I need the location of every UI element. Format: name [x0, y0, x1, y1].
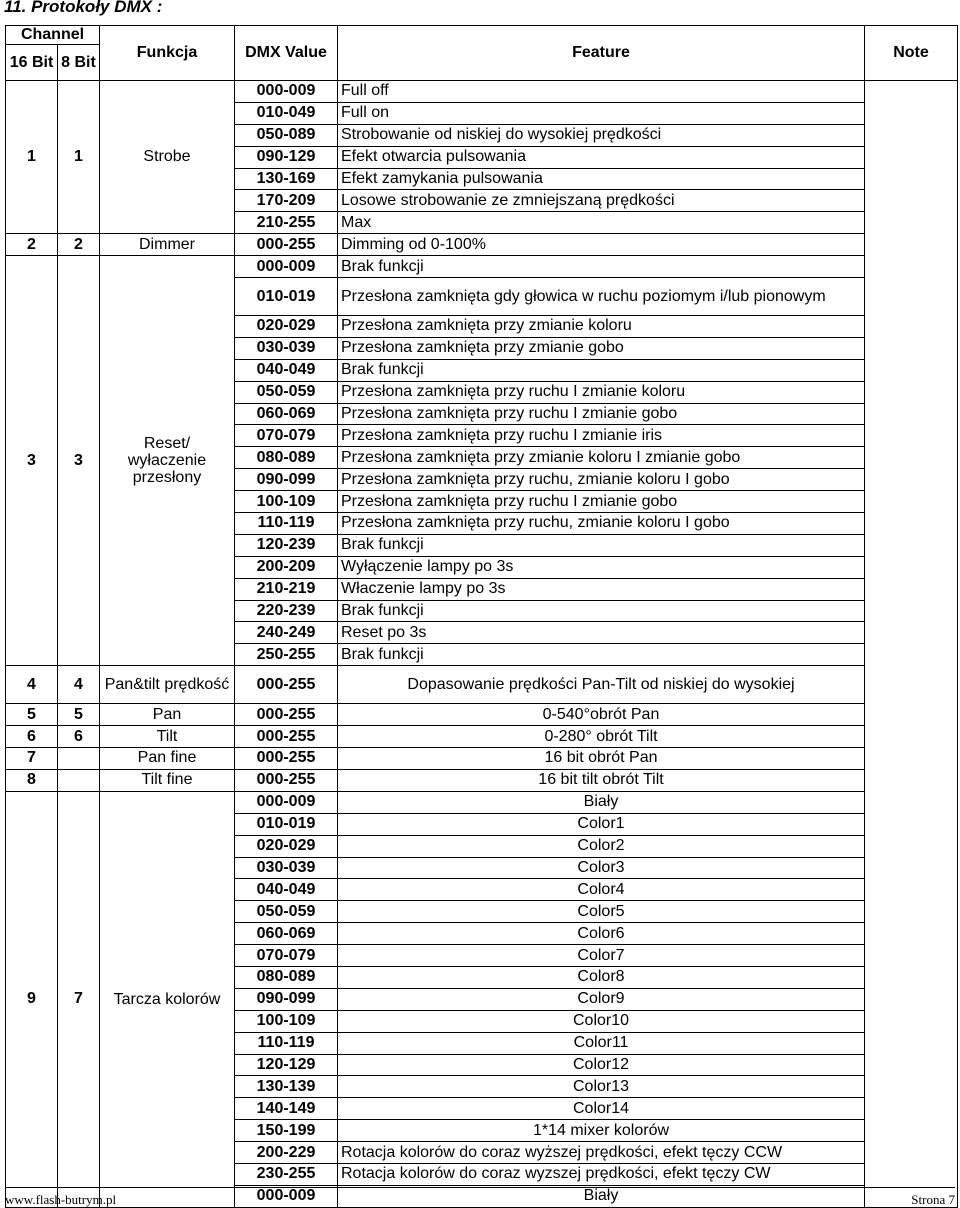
feature-cell: Color3: [338, 857, 865, 879]
feature-cell: Color6: [338, 923, 865, 945]
feature-cell: Color12: [338, 1054, 865, 1076]
channel-16bit-cell: 5: [6, 704, 58, 726]
dmx-value-cell: 000-255: [235, 769, 338, 791]
dmx-value-cell: 060-069: [235, 403, 338, 425]
channel-8bit-cell: [58, 748, 100, 770]
dmx-value-cell: 170-209: [235, 190, 338, 212]
dmx-value-cell: 100-109: [235, 491, 338, 513]
feature-cell: Color8: [338, 966, 865, 988]
dmx-value-cell: 210-255: [235, 212, 338, 234]
function-cell: Pan fine: [100, 748, 235, 770]
dmx-value-cell: 000-009: [235, 791, 338, 813]
channel-16bit-cell: 2: [6, 234, 58, 256]
dmx-value-cell: 090-099: [235, 469, 338, 491]
channel-16bit-cell: 7: [6, 748, 58, 770]
feature-cell: Brak funkcji: [338, 256, 865, 278]
dmx-value-cell: 130-169: [235, 168, 338, 190]
table-row: [6, 726, 958, 748]
feature-cell: Brak funkcji: [338, 600, 865, 622]
dmx-value-cell: 020-029: [235, 835, 338, 857]
dmx-value-cell: 100-109: [235, 1010, 338, 1032]
header-channel: Channel: [6, 26, 100, 45]
dmx-value-cell: 230-255: [235, 1163, 338, 1185]
feature-cell: 0-540°obrót Pan: [338, 704, 865, 726]
channel-8bit-cell: 4: [58, 666, 100, 704]
dmx-value-cell: 070-079: [235, 425, 338, 447]
dmx-value-cell: 050-089: [235, 124, 338, 146]
table-header-row: [6, 26, 958, 45]
dmx-value-cell: 020-029: [235, 316, 338, 338]
feature-cell: Przesłona zamknięta przy ruchu I zmianie gobo: [338, 491, 865, 513]
feature-cell: Brak funkcji: [338, 534, 865, 556]
dmx-value-cell: 010-019: [235, 813, 338, 835]
feature-cell: Brak funkcji: [338, 359, 865, 381]
dmx-value-cell: 030-039: [235, 337, 338, 359]
feature-cell: 1*14 mixer kolorów: [338, 1120, 865, 1142]
feature-cell: Color5: [338, 901, 865, 923]
dmx-value-cell: 120-129: [235, 1054, 338, 1076]
feature-cell: Efekt zamykania pulsowania: [338, 168, 865, 190]
dmx-value-cell: 080-089: [235, 447, 338, 469]
header-dmx-value: DMX Value: [235, 26, 338, 81]
feature-cell: Full on: [338, 102, 865, 124]
table-row: [6, 234, 958, 256]
dmx-value-cell: 000-009: [235, 256, 338, 278]
table-row: [6, 81, 958, 103]
function-cell: Pan: [100, 704, 235, 726]
feature-cell: Color10: [338, 1010, 865, 1032]
dmx-value-cell: 040-049: [235, 359, 338, 381]
channel-8bit-cell: 2: [58, 234, 100, 256]
header-function: Funkcja: [100, 26, 235, 81]
table-row: [6, 791, 958, 813]
dmx-protocol-table: [5, 25, 958, 1208]
feature-cell: Biały: [338, 791, 865, 813]
dmx-value-cell: 060-069: [235, 923, 338, 945]
feature-cell: Przesłona zamknięta przy ruchu I zmianie iris: [338, 425, 865, 447]
feature-cell: Dopasowanie prędkości Pan-Tilt od niskiej do wysokiej: [338, 666, 865, 704]
table-body: [6, 26, 958, 1208]
dmx-value-cell: 150-199: [235, 1120, 338, 1142]
header-note: Note: [865, 26, 958, 81]
channel-16bit-cell: 8: [6, 769, 58, 791]
table-row: [6, 704, 958, 726]
feature-cell: Losowe strobowanie ze zmniejszaną prędkości: [338, 190, 865, 212]
function-cell: Reset/ wyłaczenie przesłony: [100, 256, 235, 666]
feature-cell: Color4: [338, 879, 865, 901]
feature-cell: Przesłona zamknięta przy ruchu, zmianie koloru I gobo: [338, 513, 865, 535]
feature-cell: Rotacja kolorów do coraz wyzszej prędkości, efekt tęczy CW: [338, 1163, 865, 1185]
feature-cell: Wyłączenie lampy po 3s: [338, 556, 865, 578]
dmx-value-cell: 010-049: [235, 102, 338, 124]
dmx-value-cell: 000-255: [235, 704, 338, 726]
feature-cell: Przesłona zamknięta przy ruchu I zmianie koloru: [338, 381, 865, 403]
table-row: [6, 748, 958, 770]
feature-cell: Color9: [338, 988, 865, 1010]
dmx-value-cell: 240-249: [235, 622, 338, 644]
feature-cell: Przesłona zamknięta przy ruchu I zmianie gobo: [338, 403, 865, 425]
dmx-value-cell: 070-079: [235, 945, 338, 967]
feature-cell: Przesłona zamknięta przy zmianie gobo: [338, 337, 865, 359]
channel-16bit-cell: 4: [6, 666, 58, 704]
feature-cell: Full off: [338, 81, 865, 103]
feature-cell: 0-280° obrót Tilt: [338, 726, 865, 748]
feature-cell: Color11: [338, 1032, 865, 1054]
dmx-value-cell: 050-059: [235, 381, 338, 403]
dmx-value-cell: 010-019: [235, 278, 338, 316]
header-16-bit: 16 Bit: [6, 45, 58, 81]
channel-16bit-cell: 9: [6, 791, 58, 1207]
dmx-value-cell: 200-229: [235, 1142, 338, 1164]
feature-cell: Dimming od 0-100%: [338, 234, 865, 256]
channel-8bit-cell: 7: [58, 791, 100, 1207]
channel-8bit-cell: 1: [58, 81, 100, 234]
dmx-value-cell: 040-049: [235, 879, 338, 901]
table-row: [6, 769, 958, 791]
dmx-value-cell: 200-209: [235, 556, 338, 578]
page-title: 11. Protokoły DMX :: [4, 0, 163, 16]
feature-cell: Przesłona zamknięta gdy głowica w ruchu poziomym i/lub pionowym: [338, 278, 865, 316]
feature-cell: Przesłona zamknięta przy ruchu, zmianie koloru I gobo: [338, 469, 865, 491]
dmx-value-cell: 120-239: [235, 534, 338, 556]
dmx-value-cell: 110-119: [235, 513, 338, 535]
dmx-value-cell: 110-119: [235, 1032, 338, 1054]
header-feature: Feature: [338, 26, 865, 81]
function-cell: Pan&tilt prędkość: [100, 666, 235, 704]
dmx-value-cell: 220-239: [235, 600, 338, 622]
footer-page-number: Strona 7: [911, 1192, 955, 1207]
feature-cell: Rotacja kolorów do coraz wyższej prędkości, efekt tęczy CCW: [338, 1142, 865, 1164]
function-cell: Dimmer: [100, 234, 235, 256]
dmx-value-cell: 000-255: [235, 234, 338, 256]
dmx-value-cell: 090-129: [235, 146, 338, 168]
dmx-value-cell: 050-059: [235, 901, 338, 923]
feature-cell: Strobowanie od niskiej do wysokiej prędkości: [338, 124, 865, 146]
dmx-value-cell: 000-255: [235, 666, 338, 704]
dmx-value-cell: 140-149: [235, 1098, 338, 1120]
channel-16bit-cell: 6: [6, 726, 58, 748]
feature-cell: Color13: [338, 1076, 865, 1098]
channel-16bit-cell: 1: [6, 81, 58, 234]
feature-cell: Color1: [338, 813, 865, 835]
dmx-value-cell: 210-219: [235, 578, 338, 600]
dmx-value-cell: 030-039: [235, 857, 338, 879]
feature-cell: Reset po 3s: [338, 622, 865, 644]
feature-cell: Biały: [338, 1185, 865, 1207]
channel-16bit-cell: 3: [6, 256, 58, 666]
dmx-value-cell: 080-089: [235, 966, 338, 988]
function-cell: Tarcza kolorów: [100, 791, 235, 1207]
function-cell: Tilt fine: [100, 769, 235, 791]
feature-cell: 16 bit obrót Pan: [338, 748, 865, 770]
feature-cell: Max: [338, 212, 865, 234]
note-cell: [865, 81, 958, 1208]
channel-8bit-cell: 6: [58, 726, 100, 748]
header-8-bit: 8 Bit: [58, 45, 100, 81]
dmx-value-cell: 000-009: [235, 1185, 338, 1207]
table-row: [6, 256, 958, 278]
channel-8bit-cell: [58, 769, 100, 791]
dmx-value-cell: 130-139: [235, 1076, 338, 1098]
feature-cell: Właczenie lampy po 3s: [338, 578, 865, 600]
feature-cell: 16 bit tilt obrót Tilt: [338, 769, 865, 791]
function-cell: Strobe: [100, 81, 235, 234]
function-cell: Tilt: [100, 726, 235, 748]
dmx-value-cell: 250-255: [235, 644, 338, 666]
feature-cell: Color2: [338, 835, 865, 857]
dmx-value-cell: 000-255: [235, 726, 338, 748]
dmx-value-cell: 000-255: [235, 748, 338, 770]
feature-cell: Color14: [338, 1098, 865, 1120]
channel-8bit-cell: 5: [58, 704, 100, 726]
feature-cell: Przesłona zamknięta przy zmianie koloru I zmianie gobo: [338, 447, 865, 469]
feature-cell: Przesłona zamknięta przy zmianie koloru: [338, 316, 865, 338]
dmx-value-cell: 000-009: [235, 81, 338, 103]
dmx-value-cell: 090-099: [235, 988, 338, 1010]
table-row: [6, 666, 958, 704]
feature-cell: Color7: [338, 945, 865, 967]
channel-8bit-cell: 3: [58, 256, 100, 666]
feature-cell: Brak funkcji: [338, 644, 865, 666]
feature-cell: Efekt otwarcia pulsowania: [338, 146, 865, 168]
footer-url: www.flash-butrym.pl: [5, 1192, 117, 1207]
